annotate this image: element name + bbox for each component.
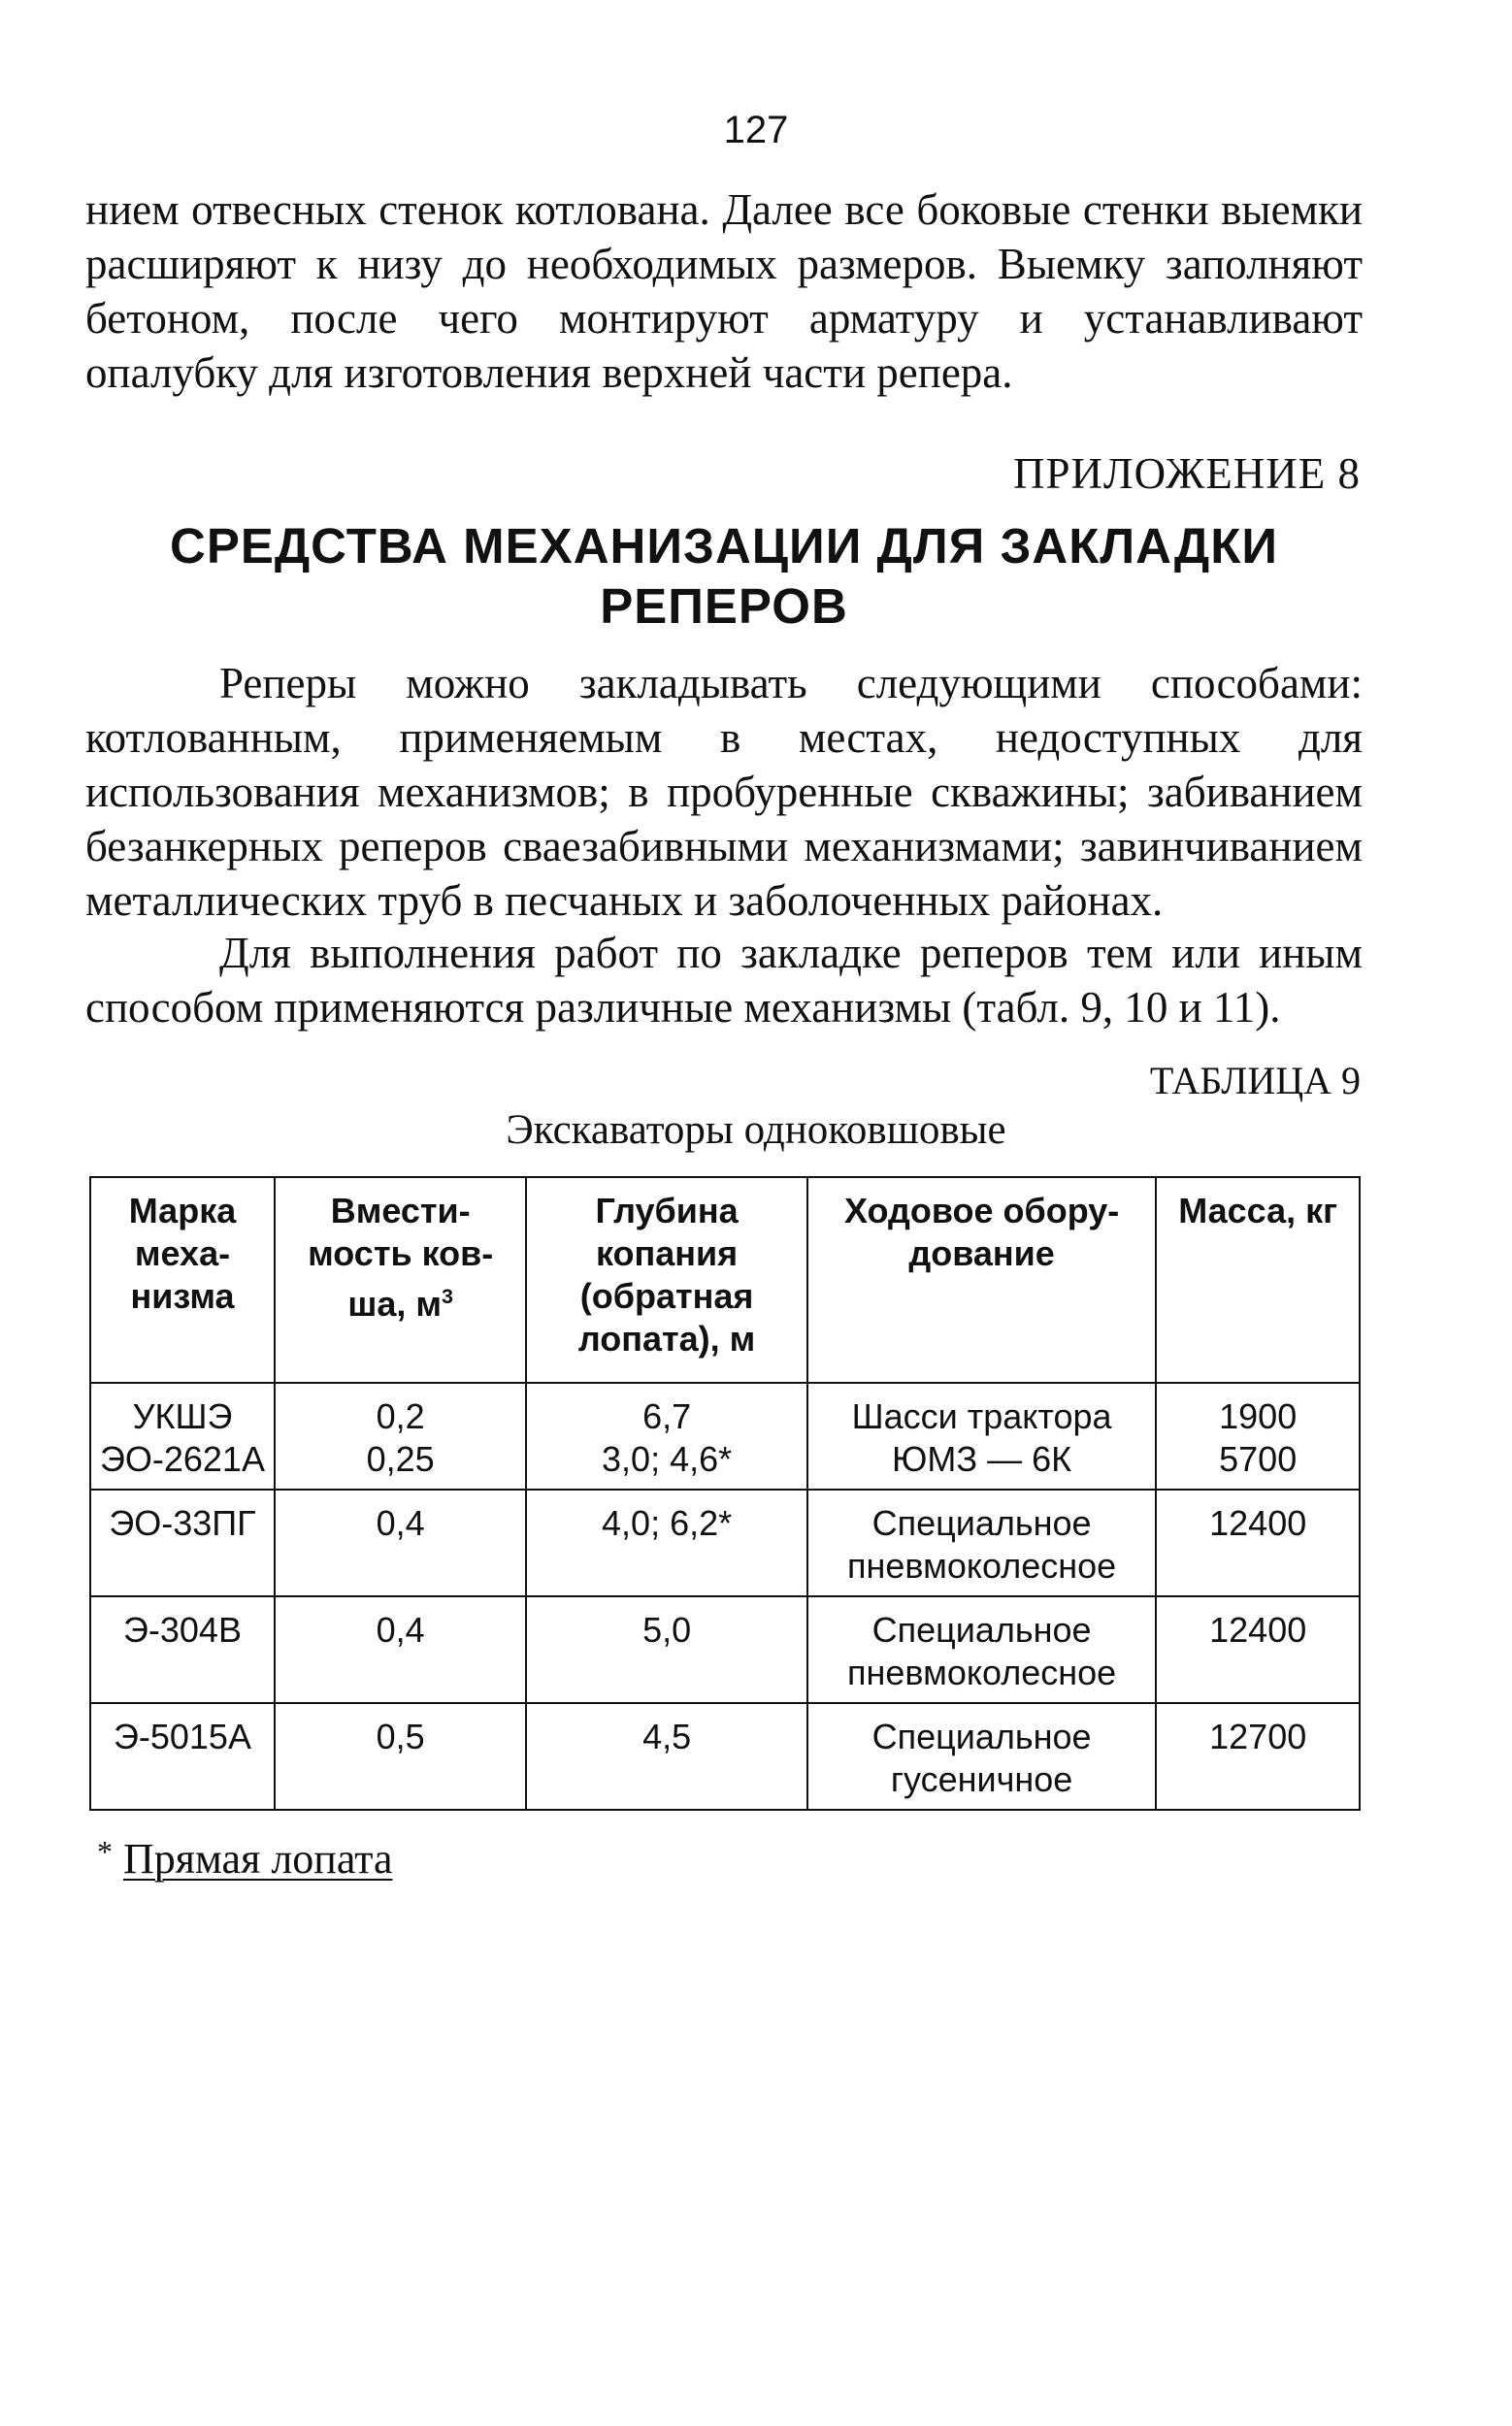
section-title: СРЕДСТВА МЕХАНИЗАЦИИ ДЛЯ ЗАКЛАДКИ РЕПЕРОВ [169, 518, 1279, 634]
header-capacity-text: Вмести-мость ков-ша, м [308, 1191, 494, 1324]
table-row [90, 1703, 1360, 1810]
paragraph-intro: Реперы можно закладывать следующими способами: котлованным, применяемым в местах, недоступных для использования механизмов; в пробуренные скважины; забиванием безанкерных реперов сваезабивными механизмами; завинчиванием металлических труб в песчаных и заболоченных районах. [85, 659, 1363, 925]
page-number: 127 [723, 109, 789, 151]
footnote-mark: * [97, 1834, 113, 1869]
table-row [90, 1383, 1360, 1490]
cell-line: ЮМЗ — 6К [892, 1439, 1072, 1479]
table-row [90, 1490, 1360, 1596]
cell-line: УКШЭ [132, 1396, 233, 1436]
cell-line: пневмоколесное [846, 1546, 1117, 1586]
cell-line: гусеничное [890, 1759, 1073, 1799]
cell-line: 5,0 [642, 1610, 692, 1650]
header-capacity [275, 1177, 526, 1383]
cell-line: 0,2 [376, 1396, 425, 1436]
cell-brand [90, 1596, 275, 1703]
appendix-label: ПРИЛОЖЕНИЕ 8 [1013, 449, 1361, 498]
cell-line: 5700 [1219, 1439, 1298, 1479]
cell-brand [90, 1383, 275, 1490]
cell-line: Э-5015А [114, 1717, 251, 1756]
cell-line: 4,0; 6,2* [602, 1503, 733, 1543]
cell-brand [90, 1490, 275, 1596]
table-header-row [90, 1177, 1360, 1383]
cell-line: 0,25 [366, 1439, 435, 1479]
cell-line: Э-304В [123, 1610, 242, 1650]
cell-capacity [275, 1596, 526, 1703]
header-brand: Марка меха-низма [90, 1177, 275, 1383]
cell-line: ЭО-33ПГ [109, 1503, 256, 1543]
cell-capacity [275, 1490, 526, 1596]
cell-capacity [275, 1703, 526, 1810]
header-capacity-sup: 3 [442, 1284, 454, 1308]
cell-undercarriage [807, 1596, 1157, 1703]
cell-depth [526, 1703, 806, 1810]
cell-line: 6,7 [642, 1396, 692, 1436]
table-caption: Экскаваторы одноковшовые [506, 1107, 1006, 1153]
cell-mass [1156, 1383, 1360, 1490]
table-body [90, 1383, 1360, 1810]
cell-line: 4,5 [642, 1717, 692, 1756]
cell-line: 3,0; 4,6* [602, 1439, 733, 1479]
cell-line: 0,4 [376, 1610, 425, 1650]
cell-line: 0,5 [376, 1717, 425, 1756]
table-label: ТАБЛИЦА 9 [1149, 1059, 1361, 1102]
footnote-text: Прямая лопата [123, 1835, 393, 1883]
cell-depth [526, 1490, 806, 1596]
cell-line: Специальное [871, 1503, 1092, 1543]
header-depth: Глубина копания (обратная лопата), м [526, 1177, 806, 1383]
cell-line: 0,4 [376, 1503, 425, 1543]
cell-line: Специальное [871, 1610, 1092, 1650]
excavator-table [89, 1176, 1361, 1811]
cell-mass [1156, 1596, 1360, 1703]
cell-depth [526, 1383, 806, 1490]
footnote [97, 1834, 393, 1884]
cell-mass [1156, 1490, 1360, 1596]
cell-undercarriage [807, 1383, 1157, 1490]
table-row [90, 1596, 1360, 1703]
cell-line: 12400 [1209, 1503, 1307, 1543]
cell-line: 12400 [1209, 1610, 1307, 1650]
cell-mass [1156, 1703, 1360, 1810]
cell-undercarriage [807, 1490, 1157, 1596]
cell-line: 12700 [1209, 1717, 1307, 1756]
paragraph-usage: Для выполнения работ по закладке реперов тем или иным способом применяются различные механизмы (табл. 9, 10 и 11). [85, 929, 1363, 1032]
cell-line: Шасси трактора [851, 1396, 1112, 1436]
cell-depth [526, 1596, 806, 1703]
cell-undercarriage [807, 1703, 1157, 1810]
paragraph-continuation: нием отвесных стенок котлована. Далее все боковые стенки выемки расширяют к низу до необходимых размеров. Выемку заполняют бетоном, после чего монтируют арматуру и устанавливают опалубку для изготовления верхней части репера. [85, 185, 1363, 397]
cell-brand [90, 1703, 275, 1810]
cell-capacity [275, 1383, 526, 1490]
cell-line: Специальное [871, 1717, 1092, 1756]
cell-line: 1900 [1219, 1396, 1298, 1436]
header-undercarriage: Ходовое обору-дование [807, 1177, 1157, 1383]
header-mass: Масса, кг [1156, 1177, 1360, 1383]
cell-line: пневмоколесное [846, 1653, 1117, 1692]
cell-line: ЭО-2621А [100, 1439, 265, 1479]
